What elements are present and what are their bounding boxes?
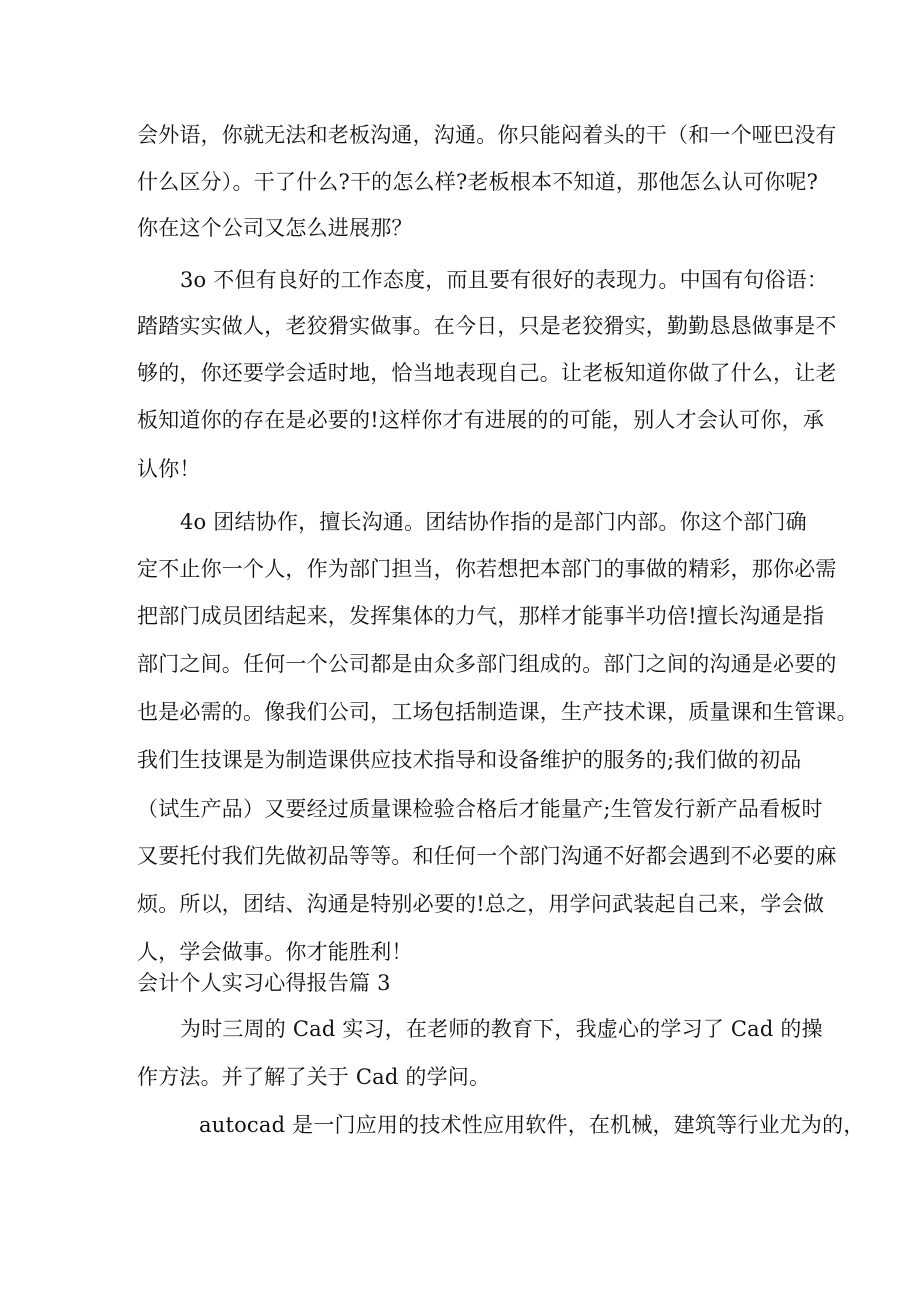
text-line: 认你！ bbox=[137, 457, 201, 481]
text-line: autocad 是一门应用的技术性应用软件，在机械，建筑等行业尤为的， bbox=[199, 1113, 865, 1137]
text-line: 够的，你还要学会适时地，恰当地表现自己。让老板知道你做了什么，让老 bbox=[137, 361, 837, 385]
text-line: 为时三周的 Cad 实习，在老师的教育下，我虚心的学习了 Cad 的操 bbox=[180, 1017, 823, 1041]
text-line: （试生产品）又要经过质量课检验合格后才能量产;生管发行新产品看板时 bbox=[137, 797, 823, 821]
text-line: 又要托付我们先做初品等等。和任何一个部门沟通不好都会遇到不必要的麻 bbox=[137, 844, 837, 868]
text-line: 人，学会做事。你才能胜利！ bbox=[137, 940, 413, 964]
text-line: 把部门成员团结起来，发挥集体的力气，那样才能事半功倍!擅长沟通是指 bbox=[137, 604, 825, 628]
text-line: 你在这个公司又怎么进展那？ bbox=[137, 216, 413, 240]
text-line: 3o 不但有良好的工作态度，而且要有很好的表现力。中国有句俗语： bbox=[180, 268, 829, 292]
text-line: 什么区分）。干了什么?干的怎么样?老板根本不知道，那他怎么认可你呢? bbox=[137, 170, 819, 194]
section-heading: 会计个人实习心得报告篇 3 bbox=[137, 971, 391, 995]
text-line: 部门之间。任何一个公司都是由众多部门组成的。部门之间的沟通是必要的 bbox=[137, 652, 837, 676]
text-line: 踏踏实实做人，老狡猾实做事。在今日，只是老狡猾实，勤勤恳恳做事是不 bbox=[137, 314, 837, 338]
text-line: 4o 团结协作，擅长沟通。团结协作指的是部门内部。你这个部门确 bbox=[180, 510, 807, 534]
text-line: 烦。所以，团结、沟通是特别必要的!总之，用学问武装起自己来，学会做 bbox=[137, 892, 825, 916]
text-line: 作方法。并了解了关于 Cad 的学问。 bbox=[137, 1065, 491, 1089]
text-line: 板知道你的存在是必要的!这样你才有进展的的可能，别人才会认可你，承 bbox=[137, 408, 825, 432]
text-line: 会外语，你就无法和老板沟通，沟通。你只能闷着头的干（和一个哑巴没有 bbox=[137, 123, 837, 147]
text-line: 也是必需的。像我们公司，工场包括制造课，生产技术课，质量课和生管课。 bbox=[137, 700, 858, 724]
text-line: 定不止你一个人，作为部门担当，你若想把本部门的事做的精彩，那你必需 bbox=[137, 557, 837, 581]
text-line: 我们生技课是为制造课供应技术指导和设备维护的服务的;我们做的初品 bbox=[137, 748, 802, 772]
